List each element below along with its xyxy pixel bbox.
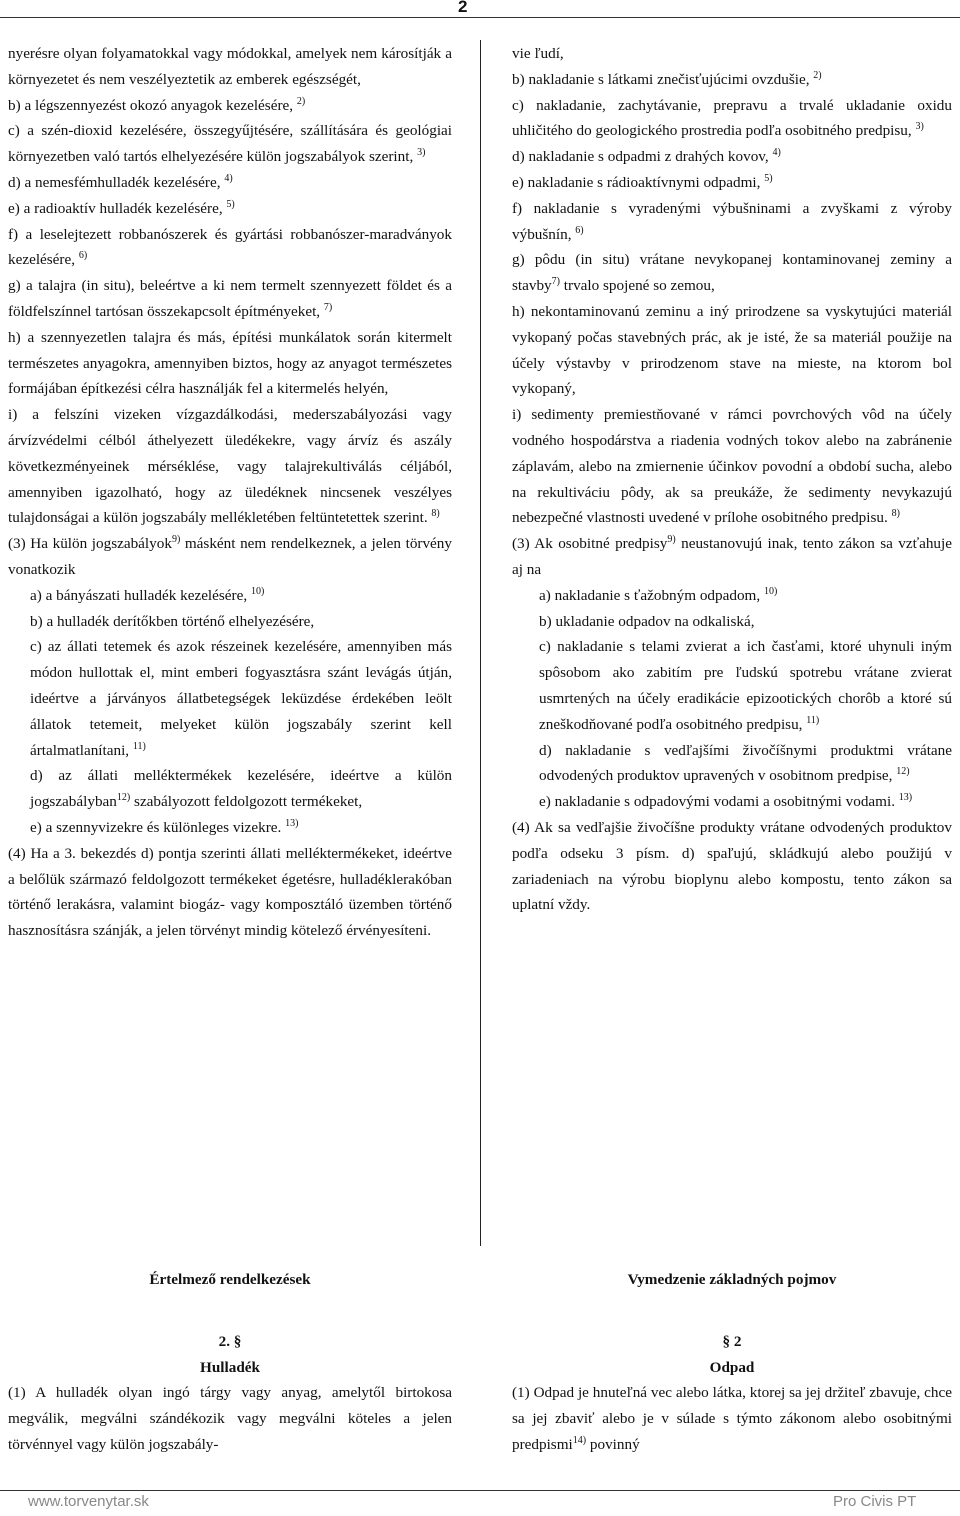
section-number-hu: 2. §: [218, 1332, 242, 1350]
paragraph-text: b) nakladanie s látkami znečisťujúcimi ovzdušie,: [512, 70, 810, 88]
paragraph: [8, 196, 452, 222]
section-heading-sk: Vymedzenie základných pojmov: [627, 1271, 837, 1288]
list-item: [8, 609, 452, 635]
paragraph: [8, 222, 452, 274]
paragraph-text: c) az állati tetemek és azok részeinek kezelésére, amennyiben más módon hullottak el, mint emberi fogyasztásra szánt levágás útján, ideértve a járványos állatbetegségek leküzdése érdekében leölt állatok tetemeit, melyeket külön jogszabály szerint kell ártalmatlanítani,: [30, 638, 452, 759]
paragraph-heading: [512, 815, 952, 918]
paragraph-text: (4) Ak sa vedľajšie živočíšne produkty vrátane odvodených produktov podľa odseku 3 písm. d) spaľujú, skládkujú alebo použijú v zariadeniach na výrobu bioplynu alebo kompostu, tento zákon sa uplatní vždy.: [512, 818, 952, 914]
paragraph-text: f) a leselejtezett robbanószerek és gyártási robbanószer-maradványok kezelésére,: [8, 225, 452, 269]
footnote-ref: 6): [575, 224, 584, 236]
paragraph-text: (3) Ha külön jogszabályok: [8, 535, 172, 553]
section-heading-hu: Értelmező rendelkezések: [149, 1271, 311, 1288]
page-header: [0, 0, 960, 18]
paragraph: [512, 93, 952, 145]
footnote-ref: 4): [772, 147, 781, 159]
hungarian-definitions-section: [8, 1267, 452, 1458]
paragraph-text: c) a szén-dioxid kezelésére, összegyűjtésére, szállítására és geológiai környezetben való tartós elhelyezésére külön jogszabályok szerint,: [8, 122, 452, 166]
paragraph-heading: [8, 531, 452, 583]
footnote-ref: 2): [813, 69, 822, 81]
footnote-ref: 8): [431, 508, 440, 520]
paragraph-text: e) a radioaktív hulladék kezelésére,: [8, 199, 223, 217]
page-number: 2: [458, 0, 468, 16]
paragraph-text: g) a talajra (in situ), beleértve a ki nem termelt szennyezett földet és a földfelszínnel tartósan összekapcsolt építményeket,: [8, 277, 452, 320]
paragraph: [512, 144, 952, 170]
footnote-ref: 12): [116, 792, 131, 804]
paragraph: [512, 247, 952, 299]
footnote-ref: 7): [551, 276, 560, 288]
section-text-sk: [512, 1380, 952, 1457]
footer-publisher: Pro Civis PT: [833, 1493, 917, 1510]
section-text-hu: (1) A hulladék olyan ingó tárgy vagy anyag, amelytől birtokosa megválik, megválni szándékozik vagy megválni köteles a jelen törvénnyel vagy külön jogszabály-: [8, 1384, 452, 1453]
slovak-column: [512, 41, 952, 918]
footnote-ref: 2): [296, 95, 306, 107]
list-item: [8, 583, 452, 609]
paragraph-text: c) nakladanie, zachytávanie, prepravu a trvalé ukladanie oxidu uhličitého do geologického prostredia podľa osobitného predpisu,: [512, 96, 952, 140]
footer-source: www.torvenytar.sk: [28, 1493, 149, 1510]
paragraph: [512, 67, 952, 93]
paragraph-text: b) ukladanie odpadov na odkaliská,: [539, 612, 755, 630]
footnote-ref: 9): [667, 534, 676, 546]
footnote-ref: 9): [171, 534, 181, 546]
paragraph-text: d) nakladanie s odpadmi z drahých kovov,: [512, 148, 769, 166]
paragraph-text: i) a felszíni vizeken vízgazdálkodási, mederszabályozási vagy árvízvédelmi célból áthelyezett üledékekre, vagy árvíz és aszály következményeinek mérséklése, vagy talajrekultiválás céljából, amennyiben igazolható, hogy az üledéknek nincsenek veszélyes tulajdonságai a külön jogszabály mellékletében feltüntetettek szerint.: [8, 406, 452, 527]
paragraph-text: h) a szennyezetlen talajra és más, építési munkálatok során kitermelt természetes anyagokra, amennyiben biztos, hogy az anyagot természetes formájában építkezési célra használják fel a kitermelés helyén,: [8, 328, 452, 398]
footnote-ref: 11): [132, 740, 146, 752]
paragraph-text: i) sedimenty premiestňované v rámci povrchových vôd na účely vodného hospodárstva a riadenia vodných tokov alebo na zabránenie záplavám, alebo na zmiernenie účinkov povodní a období sucha, alebo na rekultiváciu pôdy, ak sa preukáže, že sedimenty nevykazujú nebezpečné vlastnosti uvedené v prílohe osobitného predpisu.: [512, 406, 952, 527]
footnote-ref: 10): [763, 585, 778, 597]
footnote-ref: 3): [417, 147, 426, 159]
paragraph-text: d) nakladanie s vedľajšími živočíšnymi produktmi vrátane odvodených produktov upravených v osobitnom predpise,: [539, 741, 952, 785]
paragraph: [512, 170, 952, 196]
paragraph-text: f) nakladanie s vyradenými výbušninami a zvyškami z výroby výbušnín,: [512, 199, 952, 243]
paragraph-text: (4) Ha a 3. bekezdés d) pontja szerinti állati melléktermékeket, ideértve a belőlük származó feldolgozott termékeket égetésre, hulladéklerakóban történő lerakásra, valamint biogáz- vagy komposztáló üzemben történő hasznosításra szánják, a jelen törvényt mindig kötelező érvényesíteni.: [8, 844, 452, 940]
paragraph-heading: [512, 531, 952, 583]
paragraph-text: (3) Ak osobitné predpisy: [512, 535, 668, 553]
paragraph-text: vie ľudí,: [512, 45, 564, 62]
paragraph: [8, 170, 452, 196]
footnote-ref: 7): [323, 301, 333, 313]
paragraph: [512, 402, 952, 531]
paragraph-text: a) nakladanie s ťažobným odpadom,: [539, 586, 761, 604]
section-number-sk: § 2: [722, 1332, 742, 1350]
section-text-sk-pre: (1) Odpad je hnuteľná vec alebo látka, ktorej sa jej držiteľ zbavuje, chce sa jej zbaviť alebo je v súlade s týmto zákonom alebo osobitnými predpismi: [512, 1384, 952, 1453]
list-item: [8, 763, 452, 815]
footnote-ref: 13): [285, 817, 299, 829]
list-item: [512, 609, 952, 635]
list-item: [512, 583, 952, 609]
list-item: [8, 815, 452, 841]
paragraph: [512, 196, 952, 248]
paragraph-text: e) a szennyvizekre és különleges vizekre.: [30, 818, 282, 836]
paragraph-text: h) nekontaminovanú zeminu a iný prirodzene sa vyskytujúci materiál vykopaný počas stavebných prác, ak je isté, že sa materiál použije na účely výstavby v prirodzenom stave na mieste, na ktorom bol vykopaný,: [512, 302, 952, 398]
paragraph-text: e) nakladanie s rádioaktívnymi odpadmi,: [512, 173, 761, 191]
paragraph-text: szabályozott feldolgozott termékeket,: [130, 793, 363, 811]
paragraph-text: c) nakladanie s telami zvierat a ich časťami, ktoré uhynuli iným spôsobom ako zabitím pre ľudskú spotrebu vrátane zvierat usmrtených na účely eradikácie epizootických chorôb a ktoré sú zneškodňované podľa osobitného predpisu,: [539, 638, 952, 733]
paragraph-text: neustanovujú inak, tento zákon sa vzťahuje aj na: [512, 535, 952, 578]
paragraph-text: nyerésre olyan folyamatokkal vagy módokkal, amelyek nem károsítják a környezetet és nem veszélyeztetik az emberek egészségét,: [8, 45, 452, 88]
column-divider: [480, 40, 481, 1246]
footnote-ref: 11): [806, 714, 820, 726]
paragraph: [8, 93, 452, 119]
footnote-ref: 3): [915, 121, 924, 133]
section-title-hu: Hulladék: [200, 1358, 260, 1376]
footnote-ref: 10): [250, 585, 265, 597]
paragraph-text: a) a bányászati hulladék kezelésére,: [30, 586, 248, 604]
footnote-ref: 6): [78, 250, 88, 262]
paragraph-text: g) pôdu (in situ) vrátane nevykopanej kontaminovanej zeminy a stavby: [512, 251, 952, 295]
footer-rule: [0, 1490, 960, 1491]
paragraph: [8, 325, 452, 402]
footnote-ref: 13): [898, 792, 913, 804]
footnote-ref: 5): [226, 198, 235, 210]
footnote-ref: 14): [572, 1434, 587, 1446]
paragraph: [8, 41, 452, 93]
footnote-ref: 4): [224, 172, 233, 184]
list-item: [8, 634, 452, 763]
slovak-definitions-section: [512, 1267, 952, 1458]
paragraph: [8, 273, 452, 325]
paragraph: [8, 402, 452, 531]
list-item: [512, 634, 952, 737]
paragraph-text: e) nakladanie s odpadovými vodami a osobitnými vodami.: [539, 793, 895, 811]
header-rule: [0, 17, 960, 18]
paragraph-text: másként nem rendelkeznek, a jelen törvény vonatkozik: [8, 535, 452, 578]
paragraph-text: d) az állati melléktermékek kezelésére, ideértve a külön jogszabályban: [30, 767, 452, 811]
paragraph-text: trvalo spojené so zemou,: [560, 277, 715, 295]
hungarian-column: [8, 41, 452, 944]
paragraph-heading: [8, 841, 452, 944]
list-item: [512, 738, 952, 790]
paragraph-text: b) a hulladék derítőkben történő elhelyezésére,: [30, 612, 315, 630]
footnote-ref: 12): [896, 766, 910, 778]
section-title-sk: Odpad: [709, 1358, 755, 1376]
paragraph: [512, 41, 952, 67]
footnote-ref: 5): [764, 172, 773, 184]
footnote-ref: 8): [891, 508, 900, 520]
paragraph: [8, 118, 452, 170]
list-item: [512, 789, 952, 815]
paragraph-text: d) a nemesfémhulladék kezelésére,: [8, 173, 221, 191]
paragraph-text: b) a légszennyezést okozó anyagok kezelésére,: [8, 96, 294, 114]
paragraph: [512, 299, 952, 402]
section-text-sk-post: povinný: [586, 1435, 640, 1453]
